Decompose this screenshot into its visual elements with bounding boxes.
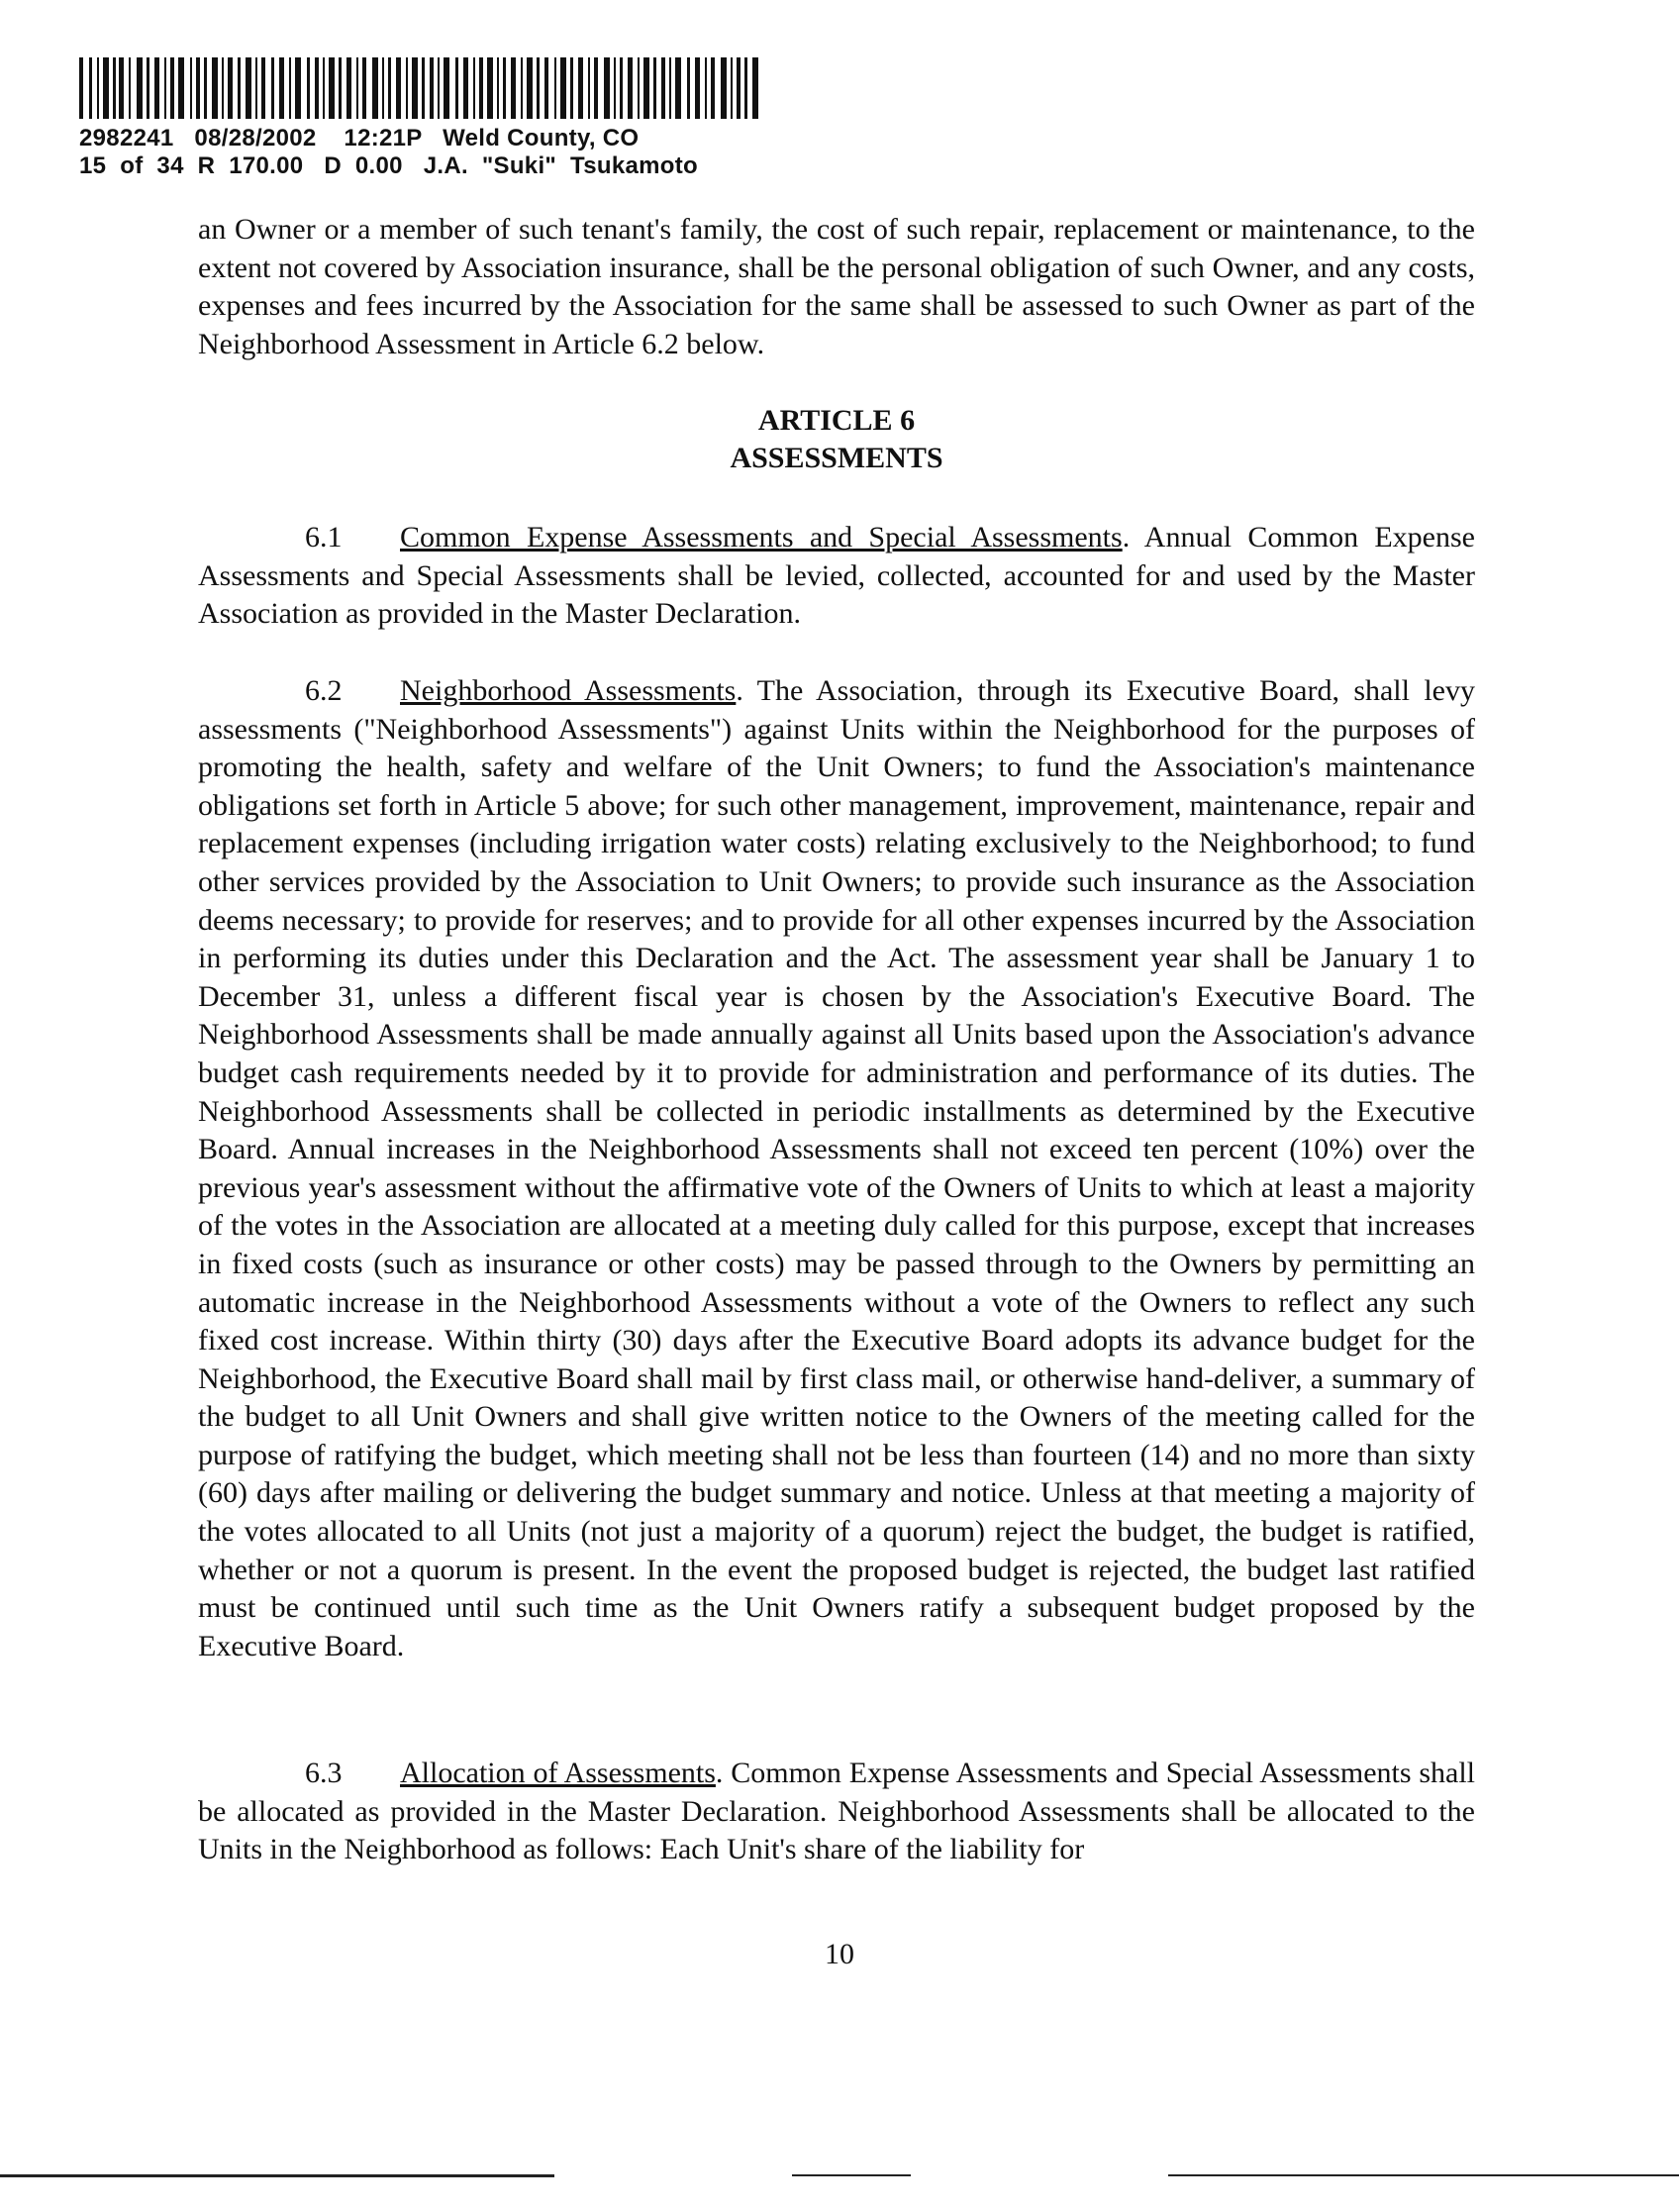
section-6-2 xyxy=(198,672,1475,1665)
page-number: 10 xyxy=(825,1938,854,1970)
section-heading: Allocation of Assessments xyxy=(400,1757,716,1789)
article-title: ASSESSMENTS xyxy=(730,442,943,474)
section-6-3 xyxy=(198,1755,1475,1869)
section-number: 6.2 xyxy=(305,674,343,707)
section-heading: Common Expense Assessments and Special Assessments xyxy=(400,521,1123,553)
section-number: 6.1 xyxy=(305,521,343,553)
section-text: . The Association, through its Executive Board, shall levy assessments ("Neighborhood Assessments") against Units within the Neighborhood for the purposes of promoting the health, safety and welfare of the Unit Owners; to fund the Association's maintenance obligations set forth in Article 5 above; for such other management, improvement, maintenance, repair and replacement expenses (including irrigation water costs) relating exclusively to the Neighborhood; to fund other services provided by the Association to Unit Owners; to provide such insurance as the Association deems necessary; to provide for reserves; and to provide for all other expenses incurred by the Association in performing its duties under this Declaration and the Act. The assessment year shall be January 1 to December 31, unless a different fiscal year is chosen by the Association's Executive Board. The Neighborhood Assessments shall be made annually against all Units based upon the Association's advance budget cash requirements needed by it to provide for administration and performance of its duties. The Neighborhood Assessments shall be collected in periodic installments as determined by the Executive Board. Annual increases in the Neighborhood Assessments shall not exceed ten percent (10%) over the previous year's assessment without the affirmative vote of the Owners of Units to which at least a majority of the votes in the Association are allocated at a meeting duly called for this purpose, except that increases in fixed costs (such as insurance or other costs) may be passed through to the Owners by permitting an automatic increase in the Neighborhood Assessments without a vote of the Owners to reflect any such fixed cost increase. Within thirty (30) days after the Executive Board adopts its advance budget for the Neighborhood, the Executive Board shall mail by first class mail, or otherwise hand-deliver, a summary of the budget to all Unit Owners and shall give written notice to the Owners of the meeting called for the purpose of ratifying the budget, which meeting shall not be less than fourteen (14) and no more than sixty (60) days after mailing or delivering the budget summary and notice. Unless at that meeting a majority of the votes allocated to all Units (not just a majority of a quorum) reject the budget, the budget is ratified, whether or not a quorum is present. In the event the proposed budget is rejected, the budget last ratified must be continued until such time as the Unit Owners ratify a subsequent budget proposed by the Executive Board. xyxy=(198,674,1475,1662)
section-text: . Annual Common Expense Assessments and Special Assessments shall be levied, collected, accounted for and used by the Master Association as provided in the Master Declaration. xyxy=(198,521,1475,631)
article-number: ARTICLE 6 xyxy=(757,404,916,437)
scan-edge-rule-right xyxy=(1168,2174,1679,2176)
scan-edge-rule-left xyxy=(0,2174,554,2177)
section-number: 6.3 xyxy=(305,1757,343,1789)
recording-info-line-2: 15 of 34 R 170.00 D 0.00 J.A. "Suki" Tsukamoto xyxy=(79,152,698,179)
intro-paragraph: an Owner or a member of such tenant's family, the cost of such repair, replacement or maintenance, to the extent not covered by Association insurance, shall be the personal obligation of such Owner, and any costs, expenses and fees incurred by the Association for the same shall be assessed to such Owner as part of the Neighborhood Assessment in Article 6.2 below. xyxy=(198,213,1475,360)
section-text: . Common Expense Assessments and Special Assessments shall be allocated as provided in the Master Declaration. Neighborhood Assessments shall be allocated to the Units in the Neighborhood as follows: Each Unit's share of the liability for xyxy=(198,1757,1475,1866)
section-6-1 xyxy=(198,519,1475,634)
recording-barcode xyxy=(79,57,758,119)
recording-info-line-1: 2982241 08/28/2002 12:21P Weld County, CO xyxy=(79,125,640,151)
section-heading: Neighborhood Assessments xyxy=(400,674,737,707)
scan-edge-rule-middle xyxy=(792,2174,911,2176)
